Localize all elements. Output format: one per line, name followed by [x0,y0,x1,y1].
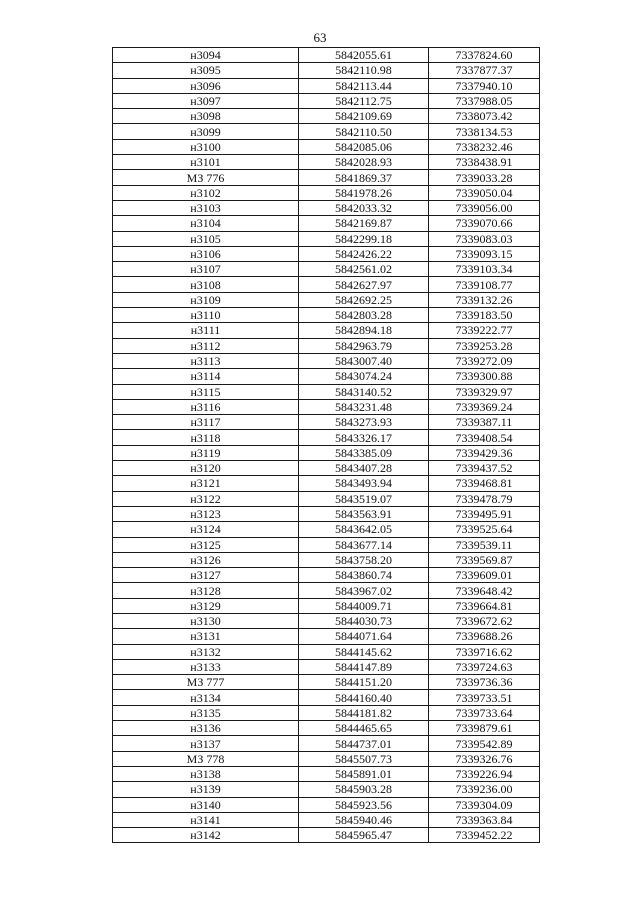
table-row [113,109,540,124]
y-coordinate-cell: 7339387.11 [429,415,540,430]
x-coordinate-cell: 5844145.62 [299,644,429,659]
point-name-cell: н3102 [113,185,299,200]
table-row [113,246,540,261]
x-coordinate-cell: 5842033.32 [299,200,429,215]
x-coordinate-cell: 5843493.94 [299,476,429,491]
y-coordinate-cell: 7339569.87 [429,552,540,567]
x-coordinate-cell: 5844009.71 [299,598,429,613]
table-row [113,522,540,537]
point-name-cell: н3136 [113,721,299,736]
y-coordinate-cell: 7339326.76 [429,751,540,766]
point-name-cell: н3125 [113,537,299,552]
point-name-cell: н3114 [113,369,299,384]
point-name-cell: н3115 [113,384,299,399]
x-coordinate-cell: 5844030.73 [299,613,429,628]
table-row [113,782,540,797]
x-coordinate-cell: 5843231.48 [299,399,429,414]
x-coordinate-cell: 5843007.40 [299,353,429,368]
x-coordinate-cell: 5842426.22 [299,246,429,261]
y-coordinate-cell: 7339437.52 [429,461,540,476]
x-coordinate-cell: 5843642.05 [299,522,429,537]
x-coordinate-cell: 5844160.40 [299,690,429,705]
table-row [113,506,540,521]
point-name-cell: н3126 [113,552,299,567]
point-name-cell: н3110 [113,308,299,323]
table-row [113,185,540,200]
y-coordinate-cell: 7337877.37 [429,63,540,78]
table-row [113,613,540,628]
table-row [113,552,540,567]
x-coordinate-cell: 5842963.79 [299,338,429,353]
y-coordinate-cell: 7339733.64 [429,705,540,720]
table-row [113,583,540,598]
point-name-cell: н3096 [113,78,299,93]
table-row [113,308,540,323]
table-row [113,659,540,674]
point-name-cell: н3097 [113,93,299,108]
x-coordinate-cell: 5841978.26 [299,185,429,200]
y-coordinate-cell: 7339648.42 [429,583,540,598]
table-row [113,63,540,78]
point-name-cell: н3134 [113,690,299,705]
table-row [113,124,540,139]
point-name-cell: МЗ 777 [113,675,299,690]
x-coordinate-cell: 5842110.98 [299,63,429,78]
y-coordinate-cell: 7339672.62 [429,613,540,628]
y-coordinate-cell: 7339736.36 [429,675,540,690]
point-name-cell: МЗ 776 [113,170,299,185]
y-coordinate-cell: 7339478.79 [429,491,540,506]
y-coordinate-cell: 7339429.36 [429,445,540,460]
point-name-cell: н3129 [113,598,299,613]
x-coordinate-cell: 5843326.17 [299,430,429,445]
table-row [113,277,540,292]
x-coordinate-cell: 5843860.74 [299,568,429,583]
x-coordinate-cell: 5842109.69 [299,109,429,124]
y-coordinate-cell: 7338232.46 [429,139,540,154]
point-name-cell: н3124 [113,522,299,537]
table-row [113,445,540,460]
table-row [113,231,540,246]
y-coordinate-cell: 7337988.05 [429,93,540,108]
point-name-cell: н3141 [113,812,299,827]
table-row [113,415,540,430]
table-row [113,170,540,185]
x-coordinate-cell: 5844465.65 [299,721,429,736]
x-coordinate-cell: 5842894.18 [299,323,429,338]
point-name-cell: н3130 [113,613,299,628]
table-row [113,568,540,583]
y-coordinate-cell: 7339363.84 [429,812,540,827]
y-coordinate-cell: 7339033.28 [429,170,540,185]
x-coordinate-cell: 5845507.73 [299,751,429,766]
y-coordinate-cell: 7339468.81 [429,476,540,491]
point-name-cell: н3135 [113,705,299,720]
table-row [113,262,540,277]
y-coordinate-cell: 7339452.22 [429,828,540,843]
y-coordinate-cell: 7339304.09 [429,797,540,812]
x-coordinate-cell: 5842561.02 [299,262,429,277]
y-coordinate-cell: 7339070.66 [429,216,540,231]
point-name-cell: н3103 [113,200,299,215]
y-coordinate-cell: 7339724.63 [429,659,540,674]
point-name-cell: н3101 [113,155,299,170]
y-coordinate-cell: 7339253.28 [429,338,540,353]
x-coordinate-cell: 5844071.64 [299,629,429,644]
x-coordinate-cell: 5845923.56 [299,797,429,812]
y-coordinate-cell: 7339879.61 [429,721,540,736]
y-coordinate-cell: 7339183.50 [429,308,540,323]
point-name-cell: н3132 [113,644,299,659]
x-coordinate-cell: 5842627.97 [299,277,429,292]
x-coordinate-cell: 5845965.47 [299,828,429,843]
table-row [113,828,540,843]
point-name-cell: н3137 [113,736,299,751]
point-name-cell: н3139 [113,782,299,797]
point-name-cell: н3116 [113,399,299,414]
y-coordinate-cell: 7339688.26 [429,629,540,644]
x-coordinate-cell: 5842803.28 [299,308,429,323]
point-name-cell: н3113 [113,353,299,368]
table-row [113,721,540,736]
y-coordinate-cell: 7339083.03 [429,231,540,246]
point-name-cell: н3107 [113,262,299,277]
y-coordinate-cell: 7339132.26 [429,292,540,307]
point-name-cell: н3118 [113,430,299,445]
x-coordinate-cell: 5844181.82 [299,705,429,720]
point-name-cell: н3121 [113,476,299,491]
y-coordinate-cell: 7338073.42 [429,109,540,124]
x-coordinate-cell: 5844147.89 [299,659,429,674]
y-coordinate-cell: 7339222.77 [429,323,540,338]
table-row [113,200,540,215]
table-row [113,384,540,399]
point-name-cell: н3111 [113,323,299,338]
point-name-cell: н3106 [113,246,299,261]
table-row [113,537,540,552]
x-coordinate-cell: 5842028.93 [299,155,429,170]
y-coordinate-cell: 7337824.60 [429,48,540,63]
table-row [113,461,540,476]
x-coordinate-cell: 5845903.28 [299,782,429,797]
x-coordinate-cell: 5842110.50 [299,124,429,139]
table-row [113,323,540,338]
y-coordinate-cell: 7339056.00 [429,200,540,215]
table-row [113,644,540,659]
y-coordinate-cell: 7338134.53 [429,124,540,139]
x-coordinate-cell: 5842113.44 [299,78,429,93]
table-row [113,399,540,414]
table-row [113,675,540,690]
x-coordinate-cell: 5841869.37 [299,170,429,185]
y-coordinate-cell: 7339408.54 [429,430,540,445]
point-name-cell: н3120 [113,461,299,476]
x-coordinate-cell: 5843407.28 [299,461,429,476]
x-coordinate-cell: 5842112.75 [299,93,429,108]
table-row [113,430,540,445]
y-coordinate-cell: 7339716.62 [429,644,540,659]
table-row [113,766,540,781]
point-name-cell: н3099 [113,124,299,139]
point-name-cell: н3117 [113,415,299,430]
table-row [113,491,540,506]
x-coordinate-cell: 5843967.02 [299,583,429,598]
point-name-cell: н3140 [113,797,299,812]
point-name-cell: н3142 [113,828,299,843]
table-row [113,751,540,766]
x-coordinate-cell: 5844151.20 [299,675,429,690]
x-coordinate-cell: 5845891.01 [299,766,429,781]
y-coordinate-cell: 7339108.77 [429,277,540,292]
x-coordinate-cell: 5843563.91 [299,506,429,521]
y-coordinate-cell: 7339609.01 [429,568,540,583]
point-name-cell: н3138 [113,766,299,781]
y-coordinate-cell: 7339103.34 [429,262,540,277]
point-name-cell: н3131 [113,629,299,644]
y-coordinate-cell: 7339542.89 [429,736,540,751]
table-row [113,629,540,644]
y-coordinate-cell: 7339664.81 [429,598,540,613]
table-row [113,797,540,812]
point-name-cell: н3108 [113,277,299,292]
point-name-cell: н3133 [113,659,299,674]
x-coordinate-cell: 5844737.01 [299,736,429,751]
table-row [113,476,540,491]
coordinates-table [112,47,540,843]
point-name-cell: н3127 [113,568,299,583]
point-name-cell: н3123 [113,506,299,521]
table-row [113,216,540,231]
y-coordinate-cell: 7339733.51 [429,690,540,705]
table-row [113,78,540,93]
point-name-cell: н3122 [113,491,299,506]
coordinates-table-body [113,48,540,843]
table-row [113,598,540,613]
x-coordinate-cell: 5843519.07 [299,491,429,506]
table-row [113,812,540,827]
x-coordinate-cell: 5843677.14 [299,537,429,552]
x-coordinate-cell: 5842692.25 [299,292,429,307]
y-coordinate-cell: 7339369.24 [429,399,540,414]
y-coordinate-cell: 7339093.15 [429,246,540,261]
point-name-cell: МЗ 778 [113,751,299,766]
y-coordinate-cell: 7339525.64 [429,522,540,537]
y-coordinate-cell: 7338438.91 [429,155,540,170]
table-row [113,369,540,384]
point-name-cell: н3119 [113,445,299,460]
table-row [113,690,540,705]
x-coordinate-cell: 5843385.09 [299,445,429,460]
x-coordinate-cell: 5843074.24 [299,369,429,384]
y-coordinate-cell: 7339329.97 [429,384,540,399]
table-row [113,48,540,63]
point-name-cell: н3105 [113,231,299,246]
point-name-cell: н3128 [113,583,299,598]
table-row [113,155,540,170]
point-name-cell: н3109 [113,292,299,307]
x-coordinate-cell: 5845940.46 [299,812,429,827]
y-coordinate-cell: 7339495.91 [429,506,540,521]
y-coordinate-cell: 7337940.10 [429,78,540,93]
x-coordinate-cell: 5843273.93 [299,415,429,430]
point-name-cell: н3112 [113,338,299,353]
point-name-cell: н3098 [113,109,299,124]
y-coordinate-cell: 7339236.00 [429,782,540,797]
table-row [113,353,540,368]
y-coordinate-cell: 7339272.09 [429,353,540,368]
table-row [113,705,540,720]
table-row [113,139,540,154]
x-coordinate-cell: 5842055.61 [299,48,429,63]
x-coordinate-cell: 5843140.52 [299,384,429,399]
page-number: 63 [313,30,327,45]
point-name-cell: н3104 [113,216,299,231]
x-coordinate-cell: 5842085.06 [299,139,429,154]
table-row [113,93,540,108]
table-row [113,338,540,353]
point-name-cell: н3094 [113,48,299,63]
point-name-cell: н3095 [113,63,299,78]
x-coordinate-cell: 5842299.18 [299,231,429,246]
y-coordinate-cell: 7339300.88 [429,369,540,384]
point-name-cell: н3100 [113,139,299,154]
y-coordinate-cell: 7339539.11 [429,537,540,552]
x-coordinate-cell: 5842169.87 [299,216,429,231]
y-coordinate-cell: 7339226.94 [429,766,540,781]
table-row [113,292,540,307]
x-coordinate-cell: 5843758.20 [299,552,429,567]
y-coordinate-cell: 7339050.04 [429,185,540,200]
table-row [113,736,540,751]
